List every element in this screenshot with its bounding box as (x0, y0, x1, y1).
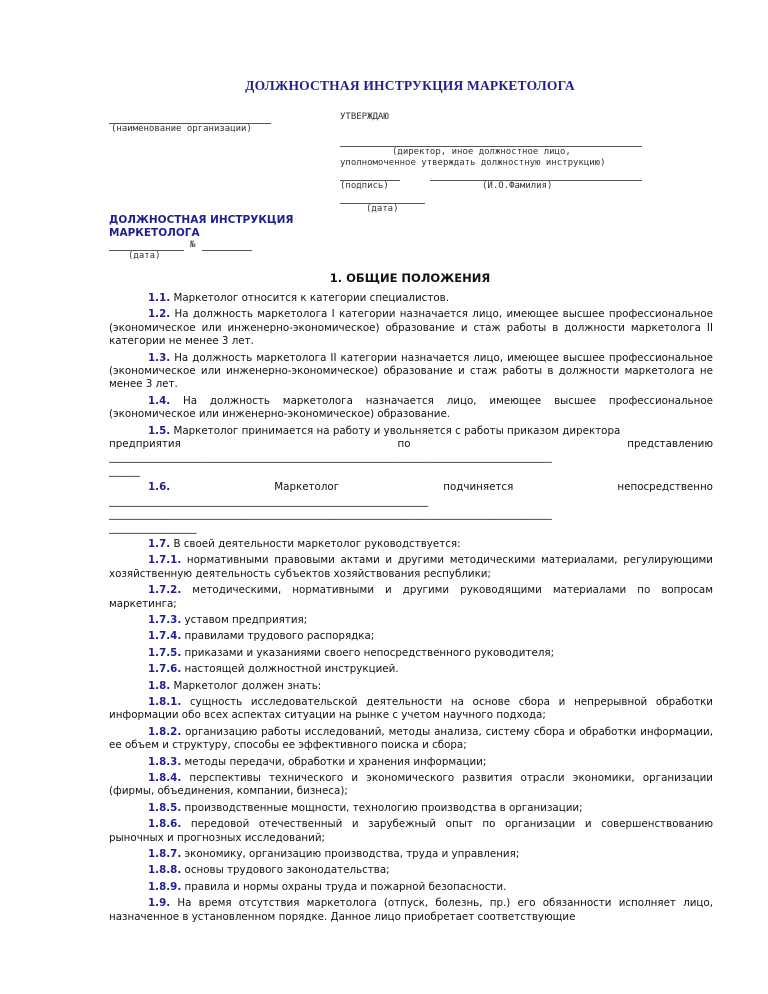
word: Маркетолог (274, 481, 340, 494)
paragraph-1-7-5 (109, 647, 713, 660)
item-text: методическими, нормативными и другими руководящими материалами по вопросам маркетинга; (109, 584, 713, 610)
item-number: 1.9. (148, 897, 171, 910)
item-text: производственные мощности, технологию производства в организации; (184, 801, 583, 814)
word: представлению (627, 438, 713, 451)
item-text: нормативными правовыми актами и другими методическими материалами, регулирующими хозяйственную деятельность субъектов хозяйствования республики; (109, 554, 713, 580)
paragraph-1-2 (109, 308, 713, 348)
item-number: 1.7.4. (148, 630, 182, 643)
item-text: основы трудового законодательства; (184, 864, 390, 877)
paragraph-1-4 (109, 395, 713, 422)
item-number: 1.6. (148, 481, 171, 494)
document-title: ДОЛЖНОСТНАЯ ИНСТРУКЦИЯ МАРКЕТОЛОГА (245, 78, 575, 93)
document-name (109, 214, 294, 240)
item-number: 1.8.7. (148, 848, 182, 861)
item-text: настоящей должностной инструкцией. (184, 663, 399, 676)
item-text: На должность маркетолога I категории назначается лицо, имеющее высшее профессиональное (экономическое или инженерно-экономическое) образование и стаж работы в должности маркетолога II категории не менее 3 лет. (109, 308, 713, 348)
paragraph-1-8-6 (109, 818, 713, 845)
fill-line: ______________________________________________________________ (109, 494, 429, 507)
item-text: организацию работы исследований, методы анализа, систему сбора и обработки информации, ее объем и структуру, способы ее эффективного поиска и сбора; (109, 725, 713, 752)
item-text: На должность маркетолога II категории назначается лицо, имеющее высшее профессиональное (экономическое или инженерно-экономическое) образование и стаж работы в должности маркетолога не менее 3 лет. (109, 351, 713, 391)
item-text: сущность исследовательской деятельности на основе сбора и непрерывной обработки информации обо всех аспектах ситуации на рынке с учетом научного подхода; (109, 695, 713, 722)
paragraph-1-7-6 (109, 663, 713, 676)
item-text: уставом предприятия; (184, 613, 308, 626)
item-text: приказами и указаниями своего непосредственного руководителя; (184, 646, 555, 659)
item-text: На время отсутствия маркетолога (отпуск, болезнь, пр.) его обязанности исполняет лицо, назначенное в установленном порядке. Данное лицо приобретает соответствующие (109, 897, 713, 923)
word: непосредственно (617, 481, 713, 494)
item-text: правилами трудового распорядка; (184, 630, 375, 643)
item-number: 1.1. (148, 292, 171, 304)
section-title: 1. ОБЩИЕ ПОЛОЖЕНИЯ (329, 271, 491, 285)
paragraph-1-8-1 (109, 696, 713, 723)
item-number: 1.8.6. (148, 818, 182, 831)
paragraph-1-8-7 (109, 848, 713, 861)
word: подчиняется (443, 481, 514, 494)
paragraph-1-8 (109, 680, 713, 693)
paragraph-1-8-8 (109, 864, 713, 877)
item-number: 1.7.6. (148, 663, 182, 676)
doc-number-line (202, 250, 252, 251)
item-text: Маркетолог относится к категории специалистов. (173, 292, 449, 304)
word: предприятия (109, 438, 181, 451)
org-name-caption: (наименование организации) (111, 124, 252, 134)
item-number: 1.8.5. (148, 801, 182, 814)
item-text: методы передачи, обработки и хранения информации; (184, 755, 487, 768)
paragraph-1-8-3 (109, 756, 713, 769)
item-number: 1.8. (148, 679, 171, 692)
fill-line: ______________________________________________________________________________________ (109, 451, 552, 464)
approval-date-caption: (дата) (366, 204, 399, 214)
paragraph-1-6 (109, 481, 713, 535)
item-text: Маркетолог должен знать: (173, 679, 322, 692)
item-number: 1.8.9. (148, 880, 182, 893)
fill-line-short: ______ (109, 464, 140, 477)
paragraph-1-8-9 (109, 881, 713, 894)
paragraph-1-8-5 (109, 802, 713, 815)
director-caption-1: (директор, иное должностное лицо, (392, 147, 571, 157)
item-number: 1.7.3. (148, 613, 182, 626)
paragraph-1-7 (109, 538, 713, 551)
item-number: 1.3. (148, 351, 171, 364)
paragraph-1-5-spread (109, 438, 713, 451)
item-number: 1.4. (148, 394, 171, 407)
paragraph-1-5 (109, 425, 713, 479)
paragraph-1-7-2 (109, 584, 713, 611)
director-caption-2: уполномоченное утверждать должностную инструкцию) (340, 158, 606, 168)
item-number: 1.8.1. (148, 695, 182, 708)
item-number: 1.2. (148, 308, 171, 321)
doc-number-sign: № (190, 240, 196, 250)
item-number: 1.8.8. (148, 864, 182, 877)
item-number: 1.7. (148, 537, 171, 550)
paragraph-1-8-2 (109, 726, 713, 753)
paragraph-1-8-4 (109, 772, 713, 799)
paragraph-1-1 (109, 292, 713, 305)
doc-date-caption: (дата) (128, 251, 161, 261)
item-text: экономику, организацию производства, труда и управления; (184, 848, 520, 861)
signature-caption: (подпись) (340, 181, 389, 191)
document-name-line-1: ДОЛЖНОСТНАЯ ИНСТРУКЦИЯ (109, 214, 294, 226)
fill-line-short: _________________ (109, 521, 197, 534)
item-text: правила и нормы охраны труда и пожарной безопасности. (184, 880, 507, 893)
paragraph-1-7-3 (109, 614, 713, 627)
paragraph-1-7-1 (109, 554, 713, 581)
fill-line: ______________________________________________________________________________________ (109, 508, 552, 521)
approve-label: УТВЕРЖДАЮ (340, 112, 389, 122)
document-body (109, 292, 713, 927)
paragraph-1-3 (109, 352, 713, 392)
item-number: 1.5. (148, 424, 171, 437)
item-number: 1.8.3. (148, 755, 182, 768)
item-text: перспективы технического и экономического развития отрасли экономики, организации (фирмы, объединения, компании, бизнеса); (109, 772, 713, 798)
paragraph-1-7-4 (109, 630, 713, 643)
item-text: Маркетолог принимается на работу и увольняется с работы приказом директора (173, 424, 621, 437)
word: по (397, 438, 411, 451)
item-text: В своей деятельности маркетолог руководствуется: (173, 537, 461, 550)
item-text: На должность маркетолога назначается лицо, имеющее высшее профессиональное (экономическое или инженерно-экономическое) образование. (109, 394, 713, 421)
paragraph-1-6-spread (109, 481, 713, 494)
paragraph-1-9 (109, 897, 713, 924)
item-number: 1.7.5. (148, 646, 182, 659)
document-name-line-2: МАРКЕТОЛОГА (109, 227, 200, 239)
item-text: передовой отечественный и зарубежный опыт по организации и совершенствованию рыночных и прогнозных исследований; (109, 818, 713, 844)
full-name-caption: (И.О.Фамилия) (482, 181, 553, 191)
item-number: 1.8.2. (148, 725, 182, 738)
item-number: 1.8.4. (148, 772, 182, 784)
item-number: 1.7.2. (148, 584, 182, 597)
item-number: 1.7.1. (148, 554, 182, 567)
